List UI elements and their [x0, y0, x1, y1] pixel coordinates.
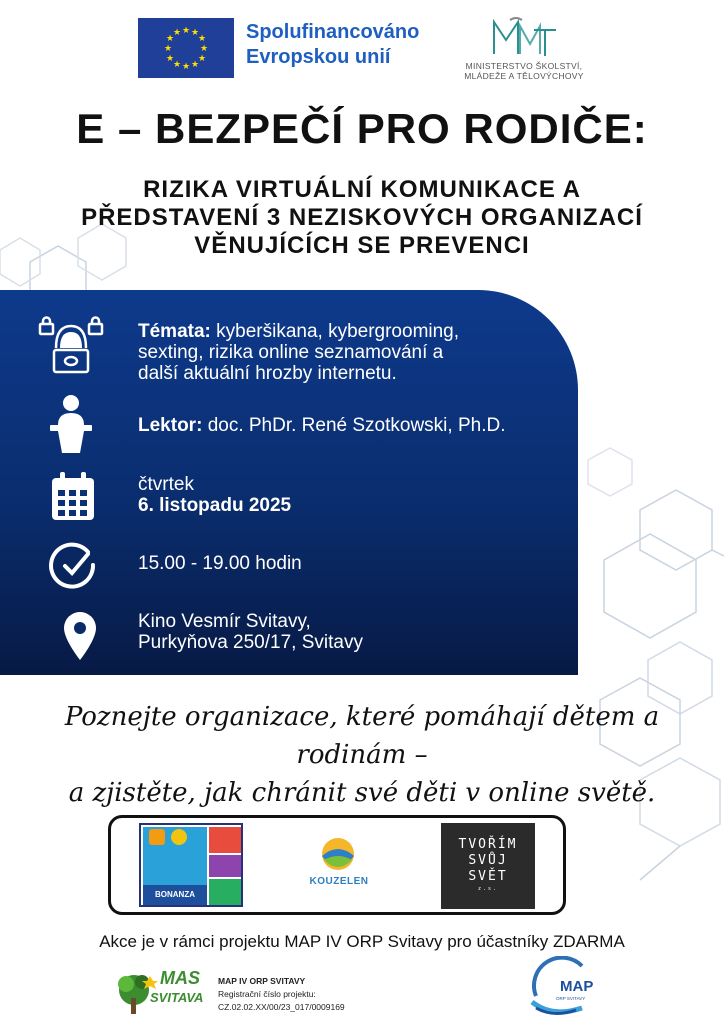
time-text: 15.00 - 19.00 hodin: [138, 553, 302, 574]
svg-text:★: ★: [163, 44, 173, 54]
location-pin-icon: [62, 610, 98, 662]
hacker-icon: [36, 316, 106, 376]
subtitle: RIZIKA VIRTUÁLNÍ KOMUNIKACE A PŘEDSTAVENÍ 3 NEZISKOVÝCH ORGANIZACÍ VĚNUJÍCÍCH SE PREVENCI: [81, 176, 643, 259]
eu-cofinanced-label: Spolufinancováno Evropskou unií: [246, 21, 420, 68]
svg-text:★: ★: [199, 44, 209, 54]
svg-text:★: ★: [172, 28, 182, 38]
free-event-note: Akce je v rámci projektu MAP IV ORP Svitavy pro účastníky ZDARMA: [99, 932, 625, 951]
msmt-label: MINISTERSTVO ŠKOLSTVÍ, MLÁDEŽE A TĚLOVÝCHOVY: [464, 61, 584, 81]
topics-text: Témata: kyberšikana, kybergrooming, sexting, rizika online seznamování a další aktuální hrozby internetu.: [138, 321, 460, 384]
lector-text: Lektor: doc. PhDr. René Szotkowski, Ph.D.: [138, 415, 506, 436]
svg-text:★: ★: [165, 54, 175, 64]
project-info: MAP IV ORP SVITAVY Registrační číslo projektu: CZ.02.02.XX/00/23_017/0009169: [218, 976, 345, 1012]
kouzelen-label: KOUZELEN: [309, 876, 369, 887]
kouzelen-logo-icon: [316, 836, 360, 876]
svitava-label: SVITAVA: [150, 990, 204, 1005]
svg-text:★: ★: [181, 26, 191, 36]
bonanza-logo: [139, 823, 243, 907]
eu-flag-icon: [138, 18, 234, 78]
lecturer-icon: [46, 393, 96, 455]
map-logo-label: MAP: [560, 978, 594, 995]
svg-text:★: ★: [190, 60, 200, 70]
calendar-icon: [50, 472, 96, 522]
main-title: E – BEZPEČÍ PRO RODIČE:: [76, 105, 648, 152]
place-text: Kino Vesmír Svitavy, Purkyňova 250/17, Svitavy: [138, 611, 363, 653]
mas-label: MAS: [160, 968, 200, 988]
bonanza-label: BONANZA: [143, 885, 207, 905]
svg-text:★: ★: [190, 28, 200, 38]
svg-text:★: ★: [165, 34, 175, 44]
tagline: Poznejte organizace, které pomáhají dětem a rodinám – a zjistěte, jak chránit své děti v online světě.: [64, 702, 660, 808]
tvorim-logo: TVOŘÍM SVŮJ SVĚT z.s.: [441, 823, 535, 909]
svg-text:★: ★: [172, 60, 182, 70]
map-logo-sub: ORP SVITAVY: [556, 996, 586, 1001]
msmt-logo-icon: [490, 16, 560, 58]
date-text: čtvrtek 6. listopadu 2025: [138, 474, 292, 516]
clock-icon: [48, 540, 98, 590]
svg-text:★: ★: [197, 54, 207, 64]
svg-text:★: ★: [197, 34, 207, 44]
svg-text:★: ★: [181, 62, 191, 72]
